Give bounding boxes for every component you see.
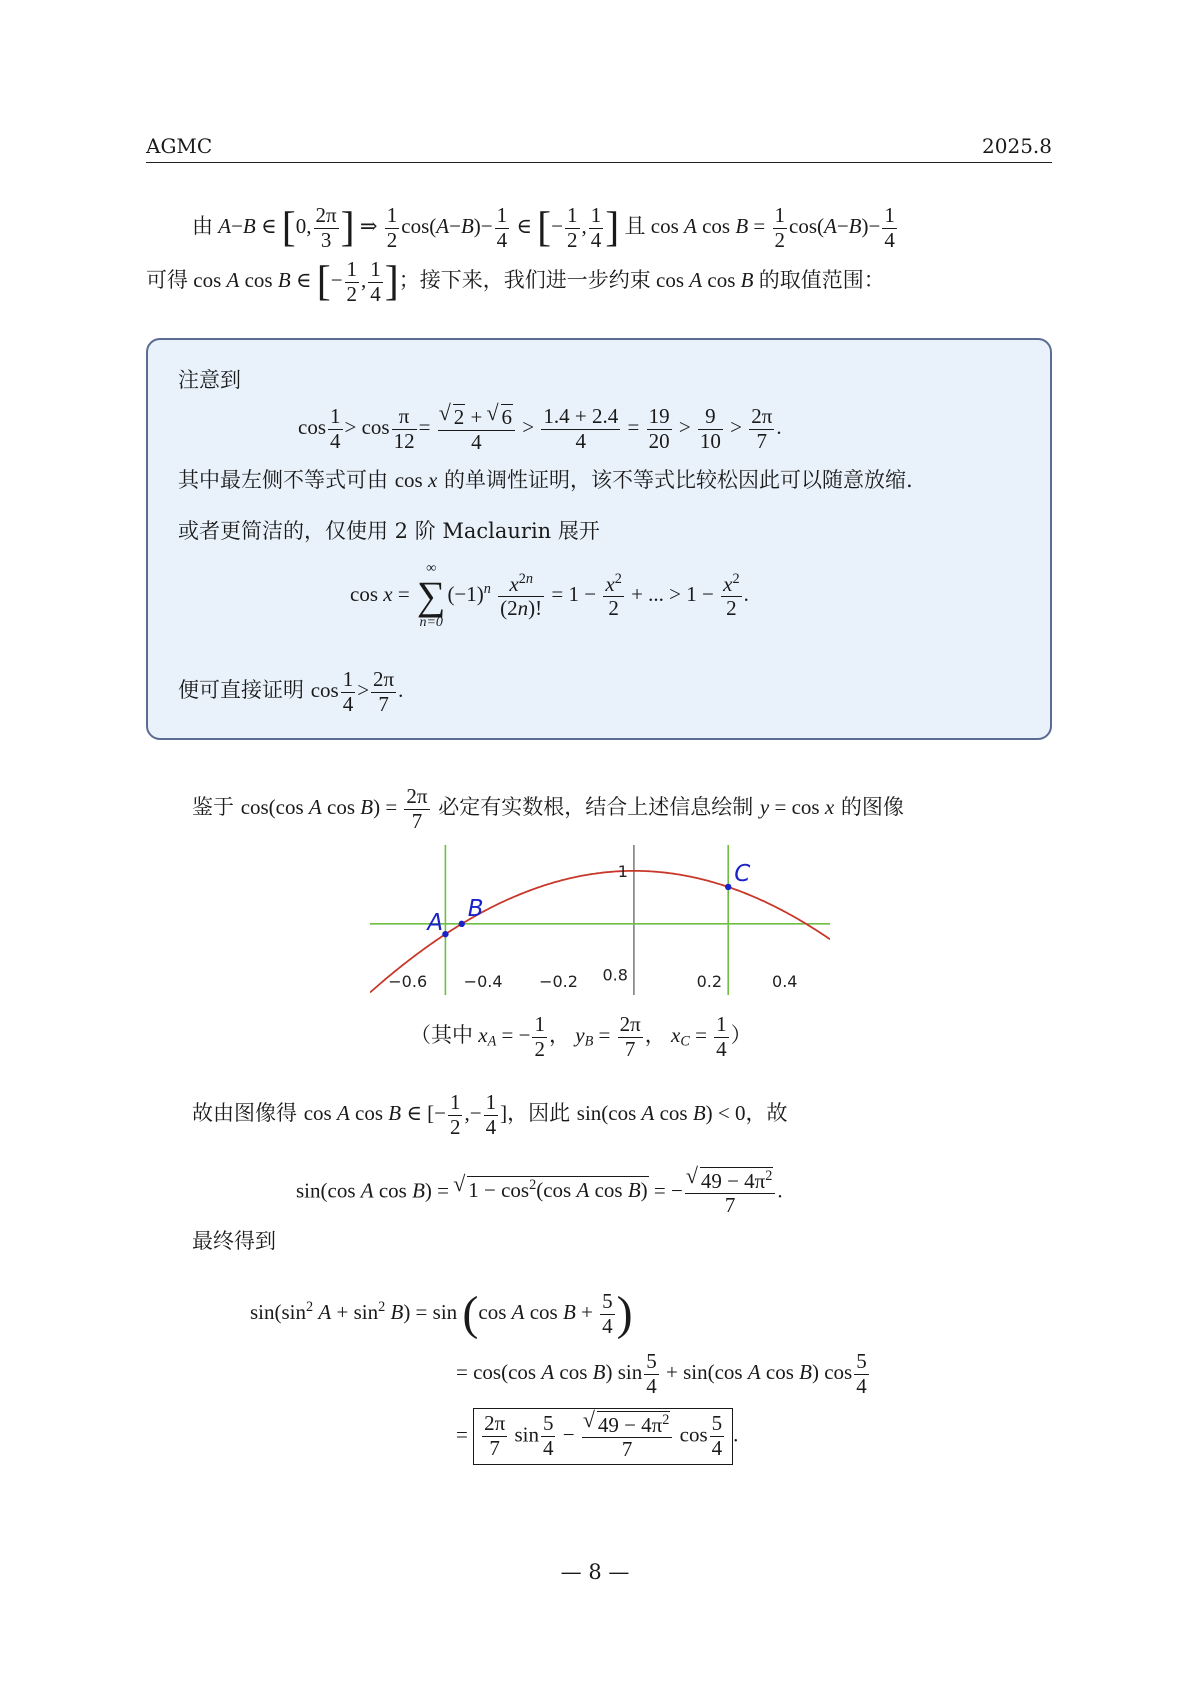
header-left: AGMC bbox=[146, 134, 213, 158]
y-tick-label: 1 bbox=[617, 861, 628, 881]
header-right: 2025.8 bbox=[982, 134, 1052, 158]
intro-kede: 可得 bbox=[146, 267, 188, 292]
conclusion-1a: 故由图像得 bbox=[192, 1100, 297, 1125]
box-line-2: 其中最左侧不等式可由 cos x 的单调性证明，该不等式比较松因此可以随意放缩. bbox=[178, 468, 913, 492]
point-A bbox=[442, 931, 448, 937]
intro-tail: ；接下来，我们进一步约束 bbox=[398, 267, 651, 292]
x-tick-label: −0.2 bbox=[539, 972, 578, 991]
box-line-4-text: 便可直接证明 bbox=[178, 677, 304, 702]
box-line-4: 便可直接证明 cos $\frac{1}{4}$ > $\frac{2\pi}{7}$ . bbox=[178, 667, 404, 716]
final-eq-3: = $\frac{2\pi}{7}$ sin $\frac{5}{4}$ − √ $\frac{49 - 4\pi^2}{7}$ cos $\frac{5}{4}$ . bbox=[456, 1408, 738, 1465]
box-maclaurin: cos x = ∞ ∑ n=0 $(-1)^n$ $\frac{x^{2n}}{(2n)!}$ = 1 − $\frac{x^2}{2}$ + ... > 1 − $\frac{x^2}{2}$ . bbox=[350, 561, 749, 630]
x-tick-label: −0.6 bbox=[388, 972, 428, 991]
after-box-end: 的图像 bbox=[840, 794, 904, 819]
after-box-jianyu: 鉴于 bbox=[192, 794, 234, 819]
x-tick-label: 0.2 bbox=[696, 972, 723, 991]
point-label-B: B bbox=[467, 895, 484, 922]
page-number: — 8 — bbox=[560, 1560, 630, 1584]
chart-caption: （其中 $x_A$ = − $\frac{1}{2}$ ， $y_B$ = $\frac{2\pi}{7}$ ， $x_C$ = $\frac{1}{4}$ ） bbox=[410, 1012, 752, 1061]
final-answer-box: $\frac{2\pi}{7}$ sin $\frac{5}{4}$ − √ $\frac{49 - 4\pi^2}{7}$ cos $\frac{5}{4}$ bbox=[473, 1408, 733, 1465]
point-label-A: A bbox=[427, 910, 444, 937]
intro-tail-2: 的取值范围： bbox=[758, 267, 885, 292]
page-header bbox=[146, 132, 1052, 163]
box-title: 注意到 bbox=[178, 368, 241, 392]
chart-caption-open: （其中 bbox=[410, 1022, 473, 1047]
point-label-C: C bbox=[734, 860, 751, 887]
final-eq-2: = cos(cos A cos B) sin $\frac{5}{4}$ + sin(cos A cos B) cos $\frac{5}{4}$ bbox=[456, 1349, 867, 1398]
after-box-line: 鉴于 cos(cos A cos B) = $\frac{2\pi}{7}$ 必定有实数根，结合上述信息绘制 y = cos x 的图像 bbox=[192, 784, 904, 833]
point-C bbox=[725, 884, 731, 890]
intro-qie: 且 bbox=[624, 213, 646, 238]
sin-value-equation: sin(cos A cos B) = √ $1 - \cos^2(\cos$ A cos B) = − √ $\frac{49 - 4\pi^2}{7}$ . bbox=[296, 1167, 783, 1218]
after-box-mid: 必定有实数根，结合上述信息绘制 bbox=[438, 794, 754, 819]
y-tick-label: 0.8 bbox=[602, 965, 628, 985]
final-label: 最终得到 bbox=[192, 1229, 276, 1253]
conclusion-1c: ，故 bbox=[745, 1100, 788, 1125]
conclusion-1b: ，因此 bbox=[507, 1100, 571, 1125]
point-B bbox=[459, 921, 465, 927]
x-tick-label: 0.4 bbox=[772, 972, 798, 991]
x-tick-label: −0.4 bbox=[463, 972, 503, 991]
final-eq-1: $\sin(\sin^2$ $A + \sin^2 B) = \sin (\cos$ A cos B + $\frac{5}{4}$ ) bbox=[250, 1287, 633, 1341]
conclusion-line-1: 故由图像得 cos A cos B ∈ [− $\frac{1}{2}$ ,− $\frac{1}{4}$ ]，因此 sin(cos A cos B) < 0，故 bbox=[192, 1090, 788, 1139]
box-inequality: cos $\frac{1}{4}$ > cos $\frac{\pi}{12}$ = √ $\frac{2 + √ 6}{4}$ > $\frac{1.4 + 2.4}{4}$ = $\frac{19}{20}$ > $\frac{9}{10}$ > $\frac{2\pi}{7}$ . bbox=[298, 404, 782, 454]
intro-you: 由 bbox=[192, 213, 213, 238]
intro-line-2: 可得 cos A cos B ∈ [− $\frac{1}{2}$ , $\frac{1}{4}$ ]；接下来，我们进一步约束 cos A cos B 的取值范围： bbox=[146, 257, 885, 306]
box-line-2-a: 其中最左侧不等式可由 bbox=[178, 468, 388, 492]
box-line-3: 或者更简洁的，仅使用 2 阶 Maclaurin 展开 bbox=[178, 519, 600, 543]
chart-caption-close: ） bbox=[730, 1022, 752, 1047]
cos-chart bbox=[370, 845, 830, 995]
box-line-2-b: 的单调性证明，该不等式比较松因此可以随意放缩. bbox=[443, 468, 913, 492]
intro-line-1: 由 A−B ∈ [0, $\frac{2\pi}{3}$ ] ⇒ $\frac{1}{2}$ cos(A−B)− $\frac{1}{4}$ ∈ [− $\frac{1}{2}$ , $\frac{1}{4}$ ] 且 cos A cos B = $\frac{1}{2}$ cos(A−B)− $\frac{1}{4}$ bbox=[192, 203, 895, 252]
